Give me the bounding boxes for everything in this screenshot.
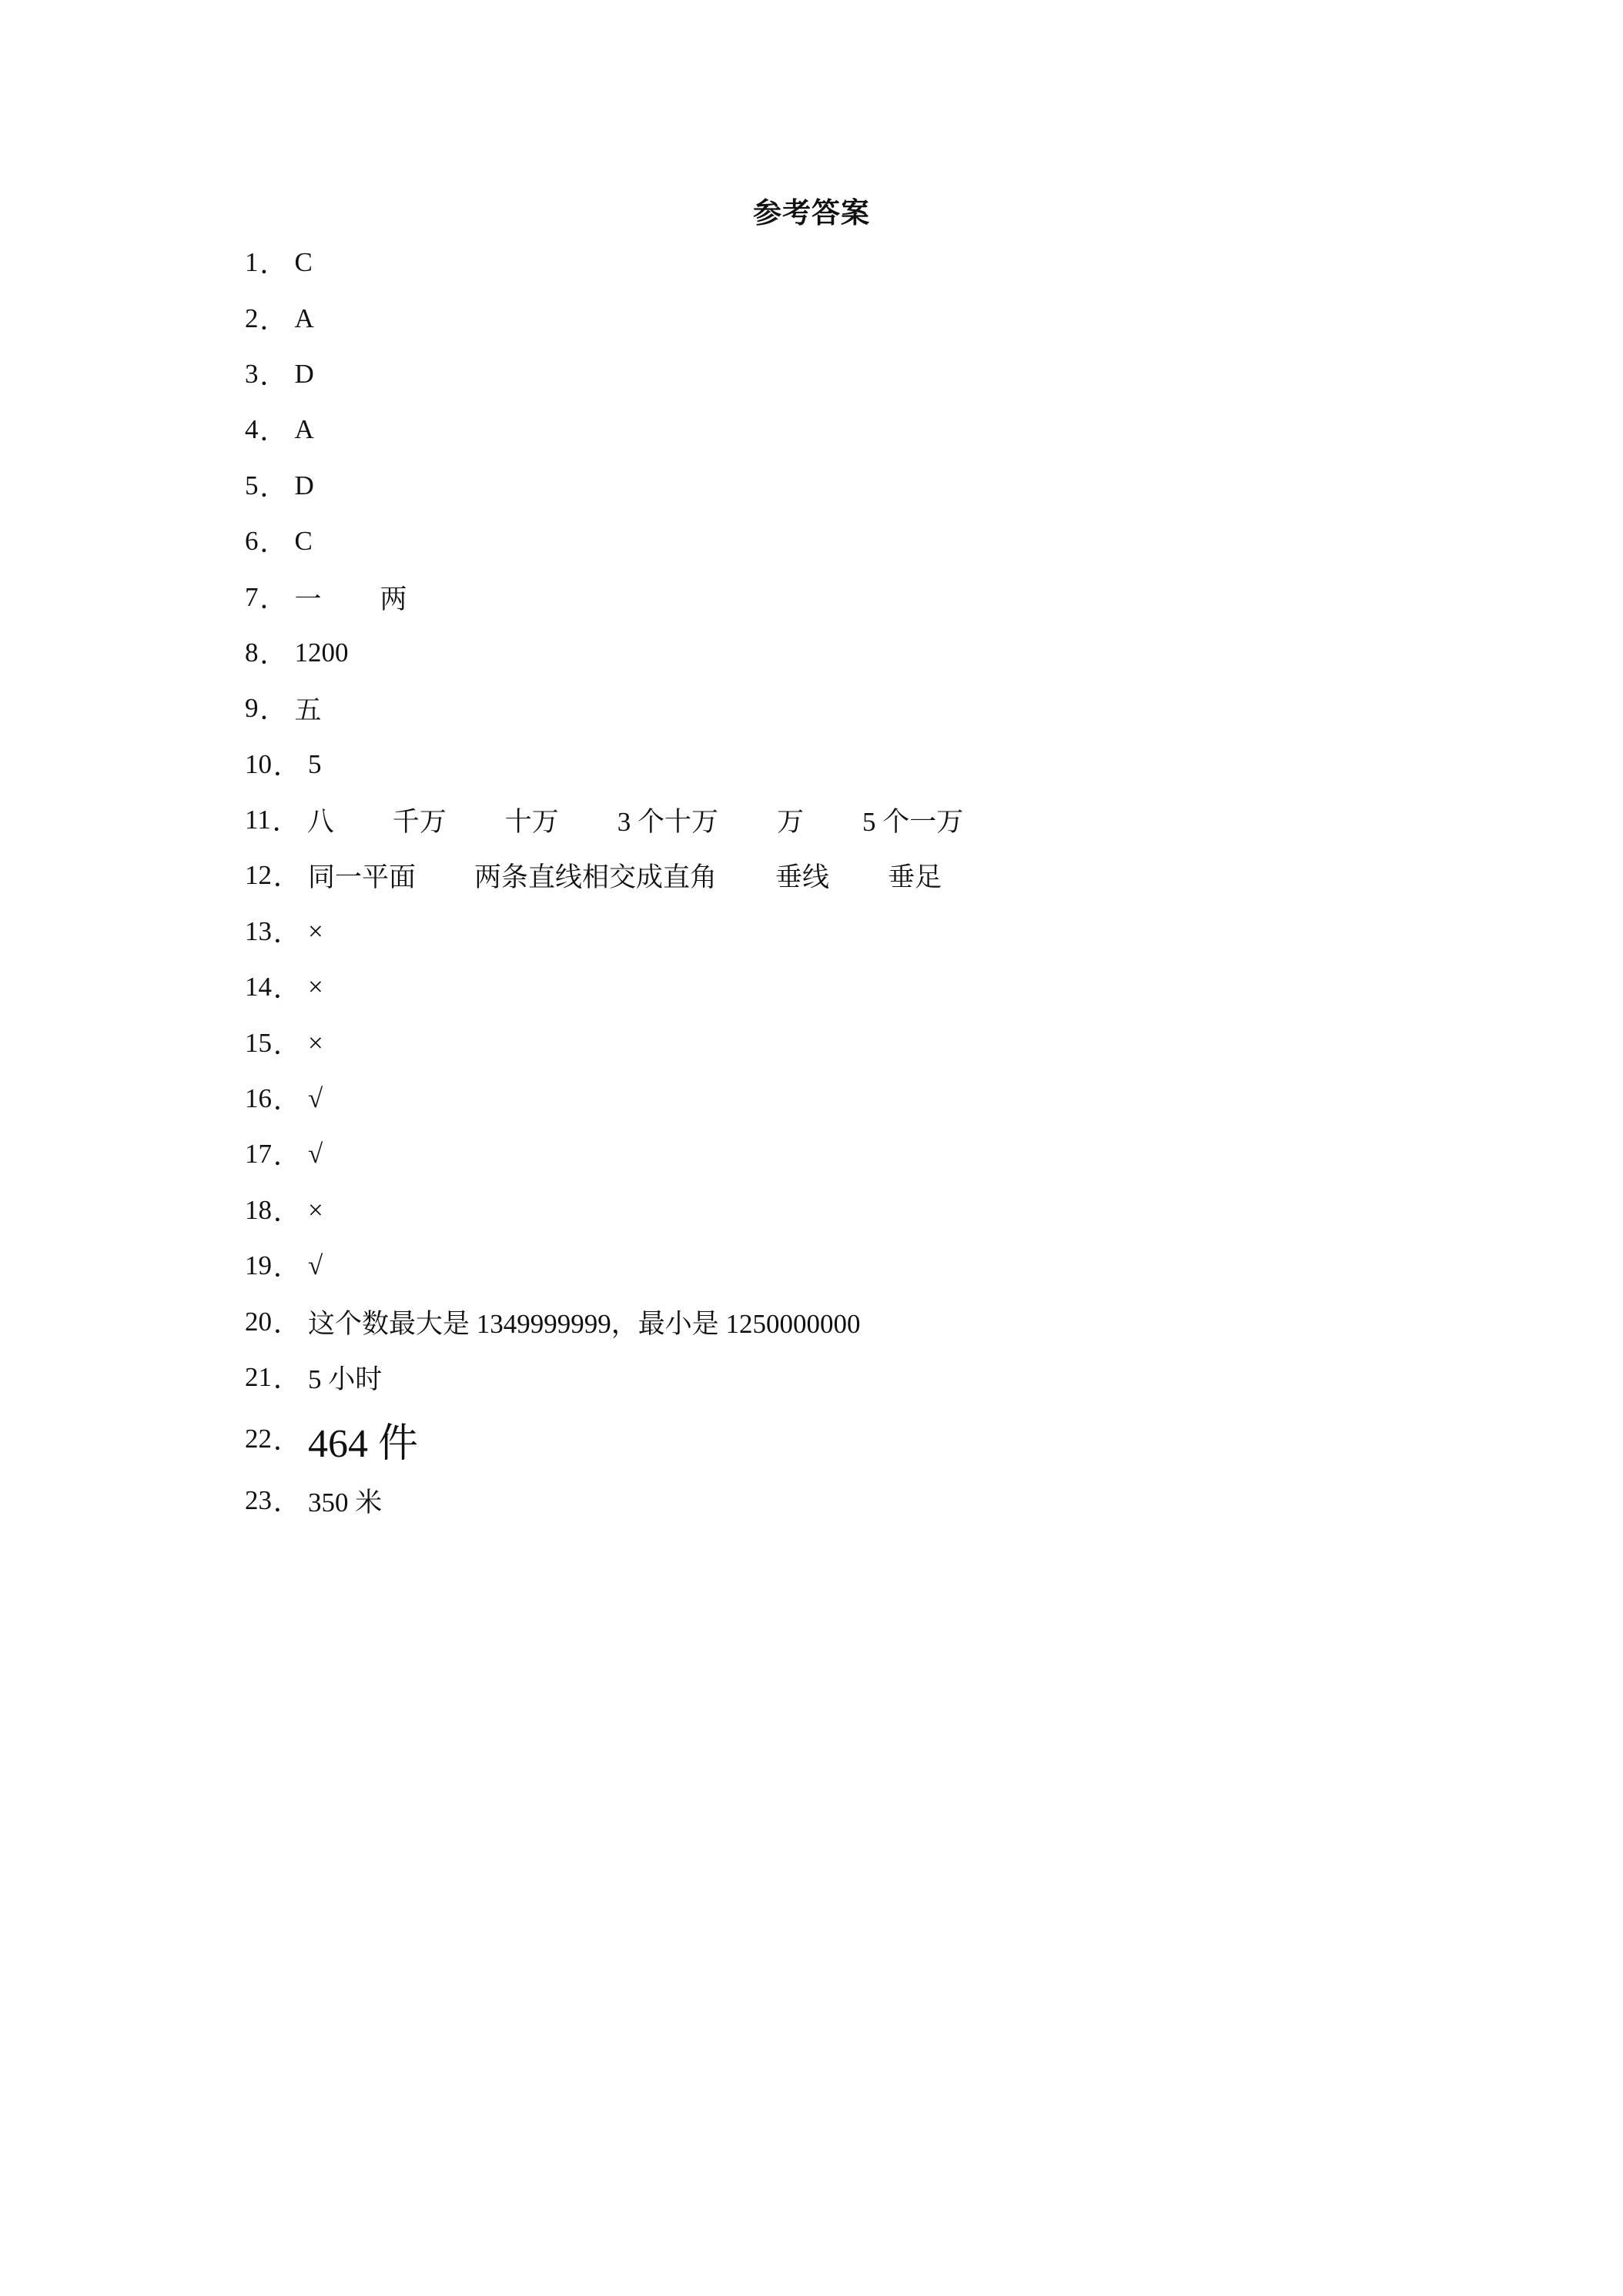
answer-number: 19 (245, 1250, 272, 1281)
answer-text: C (294, 247, 313, 278)
answer-item-14 (245, 959, 963, 1015)
answer-item-6 (245, 514, 963, 569)
answer-item-5 (245, 458, 963, 514)
answer-separator: ． (273, 1253, 301, 1284)
answer-item-3 (245, 346, 963, 402)
answer-separator: ． (259, 305, 287, 336)
answer-number: 17 (245, 1139, 272, 1170)
answer-text: D (294, 358, 314, 389)
answer-text: 5 (308, 748, 322, 779)
answer-text: 同一平面 (308, 862, 417, 893)
page-title: 参考答案 (753, 198, 870, 229)
answer-item-19 (245, 1238, 963, 1294)
answer-number: 7 (245, 581, 259, 612)
answer-text: 5 个一万 (862, 807, 964, 838)
answer-item-1 (245, 235, 963, 290)
answer-text: 垂足 (888, 862, 942, 893)
answer-separator: ． (259, 360, 287, 391)
answer-separator: ． (273, 974, 301, 1005)
answer-separator: ． (273, 1086, 301, 1116)
answer-item-11 (245, 792, 963, 848)
answer-separator: ． (273, 1029, 301, 1060)
answer-number: 16 (245, 1083, 272, 1114)
answer-separator: ． (273, 862, 301, 893)
answer-item-16 (245, 1071, 963, 1126)
answer-text: 两条直线相交成直角 (474, 862, 718, 893)
answer-number: 4 (245, 414, 259, 445)
answer-list (245, 235, 963, 1529)
answer-text: 464 件 (308, 1421, 419, 1466)
answer-separator: ． (273, 1197, 301, 1227)
answer-separator: ． (273, 1488, 301, 1518)
answer-separator: ． (259, 417, 287, 447)
answer-number: 2 (245, 303, 259, 333)
answer-separator: ． (259, 472, 287, 503)
answer-item-13 (245, 904, 963, 959)
answer-separator: ． (259, 584, 287, 614)
answer-text: 十万 (504, 807, 559, 838)
answer-separator: ． (273, 1364, 301, 1394)
answer-item-9 (245, 681, 963, 736)
answer-number: 12 (245, 860, 272, 891)
answer-text: 一 (294, 584, 322, 614)
answer-text: × (308, 1027, 323, 1058)
answer-text: 3 个十万 (617, 807, 719, 838)
answer-number: 1 (245, 247, 259, 278)
answer-number: 8 (245, 637, 259, 668)
answer-text: 两 (380, 584, 407, 614)
answer-separator: ． (273, 1426, 301, 1457)
answer-separator: ． (273, 1308, 301, 1339)
answer-text: 千万 (392, 807, 447, 838)
answer-separator: ． (259, 695, 287, 726)
answer-separator: ． (273, 751, 301, 782)
answer-separator: ． (273, 1141, 301, 1172)
answer-number: 5 (245, 470, 259, 500)
answer-text: 350 米 (308, 1488, 383, 1518)
answer-number: 10 (245, 748, 272, 779)
answer-item-8 (245, 625, 963, 681)
answer-number: 23 (245, 1485, 272, 1516)
answer-number: 18 (245, 1194, 272, 1225)
answer-item-10 (245, 737, 963, 792)
answer-text: √ (308, 1250, 323, 1281)
answer-text: 5 小时 (308, 1364, 383, 1394)
answer-separator: ． (259, 528, 287, 559)
answer-text: A (294, 414, 314, 445)
answer-number: 9 (245, 693, 259, 724)
answer-number: 6 (245, 526, 259, 557)
answer-text: × (308, 915, 323, 946)
answer-number: 21 (245, 1362, 272, 1392)
answer-text: √ (308, 1083, 323, 1114)
answer-text: C (294, 526, 313, 557)
answer-item-22 (245, 1405, 963, 1473)
answer-item-4 (245, 402, 963, 457)
answer-number: 14 (245, 972, 272, 1002)
answer-text: D (294, 470, 314, 500)
answer-item-20 (245, 1294, 963, 1349)
answer-item-17 (245, 1126, 963, 1182)
answer-text: 五 (294, 695, 322, 726)
answer-text: 这个数最大是 1349999999，最小是 1250000000 (308, 1308, 861, 1339)
answer-number: 3 (245, 358, 259, 389)
answer-text: A (294, 303, 314, 333)
answer-number: 13 (245, 915, 272, 946)
answer-number: 20 (245, 1306, 272, 1337)
answer-text: 万 (777, 807, 805, 838)
answer-separator: ． (259, 249, 287, 280)
answer-item-21 (245, 1350, 963, 1405)
answer-text: √ (308, 1139, 323, 1170)
answer-text: 八 (306, 807, 334, 838)
answer-number: 22 (245, 1424, 272, 1454)
answer-separator: ． (259, 639, 287, 670)
answer-text: 1200 (294, 637, 349, 668)
answer-item-2 (245, 290, 963, 346)
answer-number: 15 (245, 1027, 272, 1058)
answer-number: 11 (245, 805, 271, 835)
answer-separator: ． (272, 807, 300, 838)
answer-item-15 (245, 1015, 963, 1070)
answer-item-18 (245, 1183, 963, 1238)
answer-item-23 (245, 1473, 963, 1528)
answer-text: × (308, 1194, 323, 1225)
answer-item-7 (245, 569, 963, 624)
answer-item-12 (245, 848, 963, 903)
answer-separator: ． (273, 918, 301, 949)
answer-text: × (308, 972, 323, 1002)
answer-text: 垂线 (775, 862, 830, 893)
